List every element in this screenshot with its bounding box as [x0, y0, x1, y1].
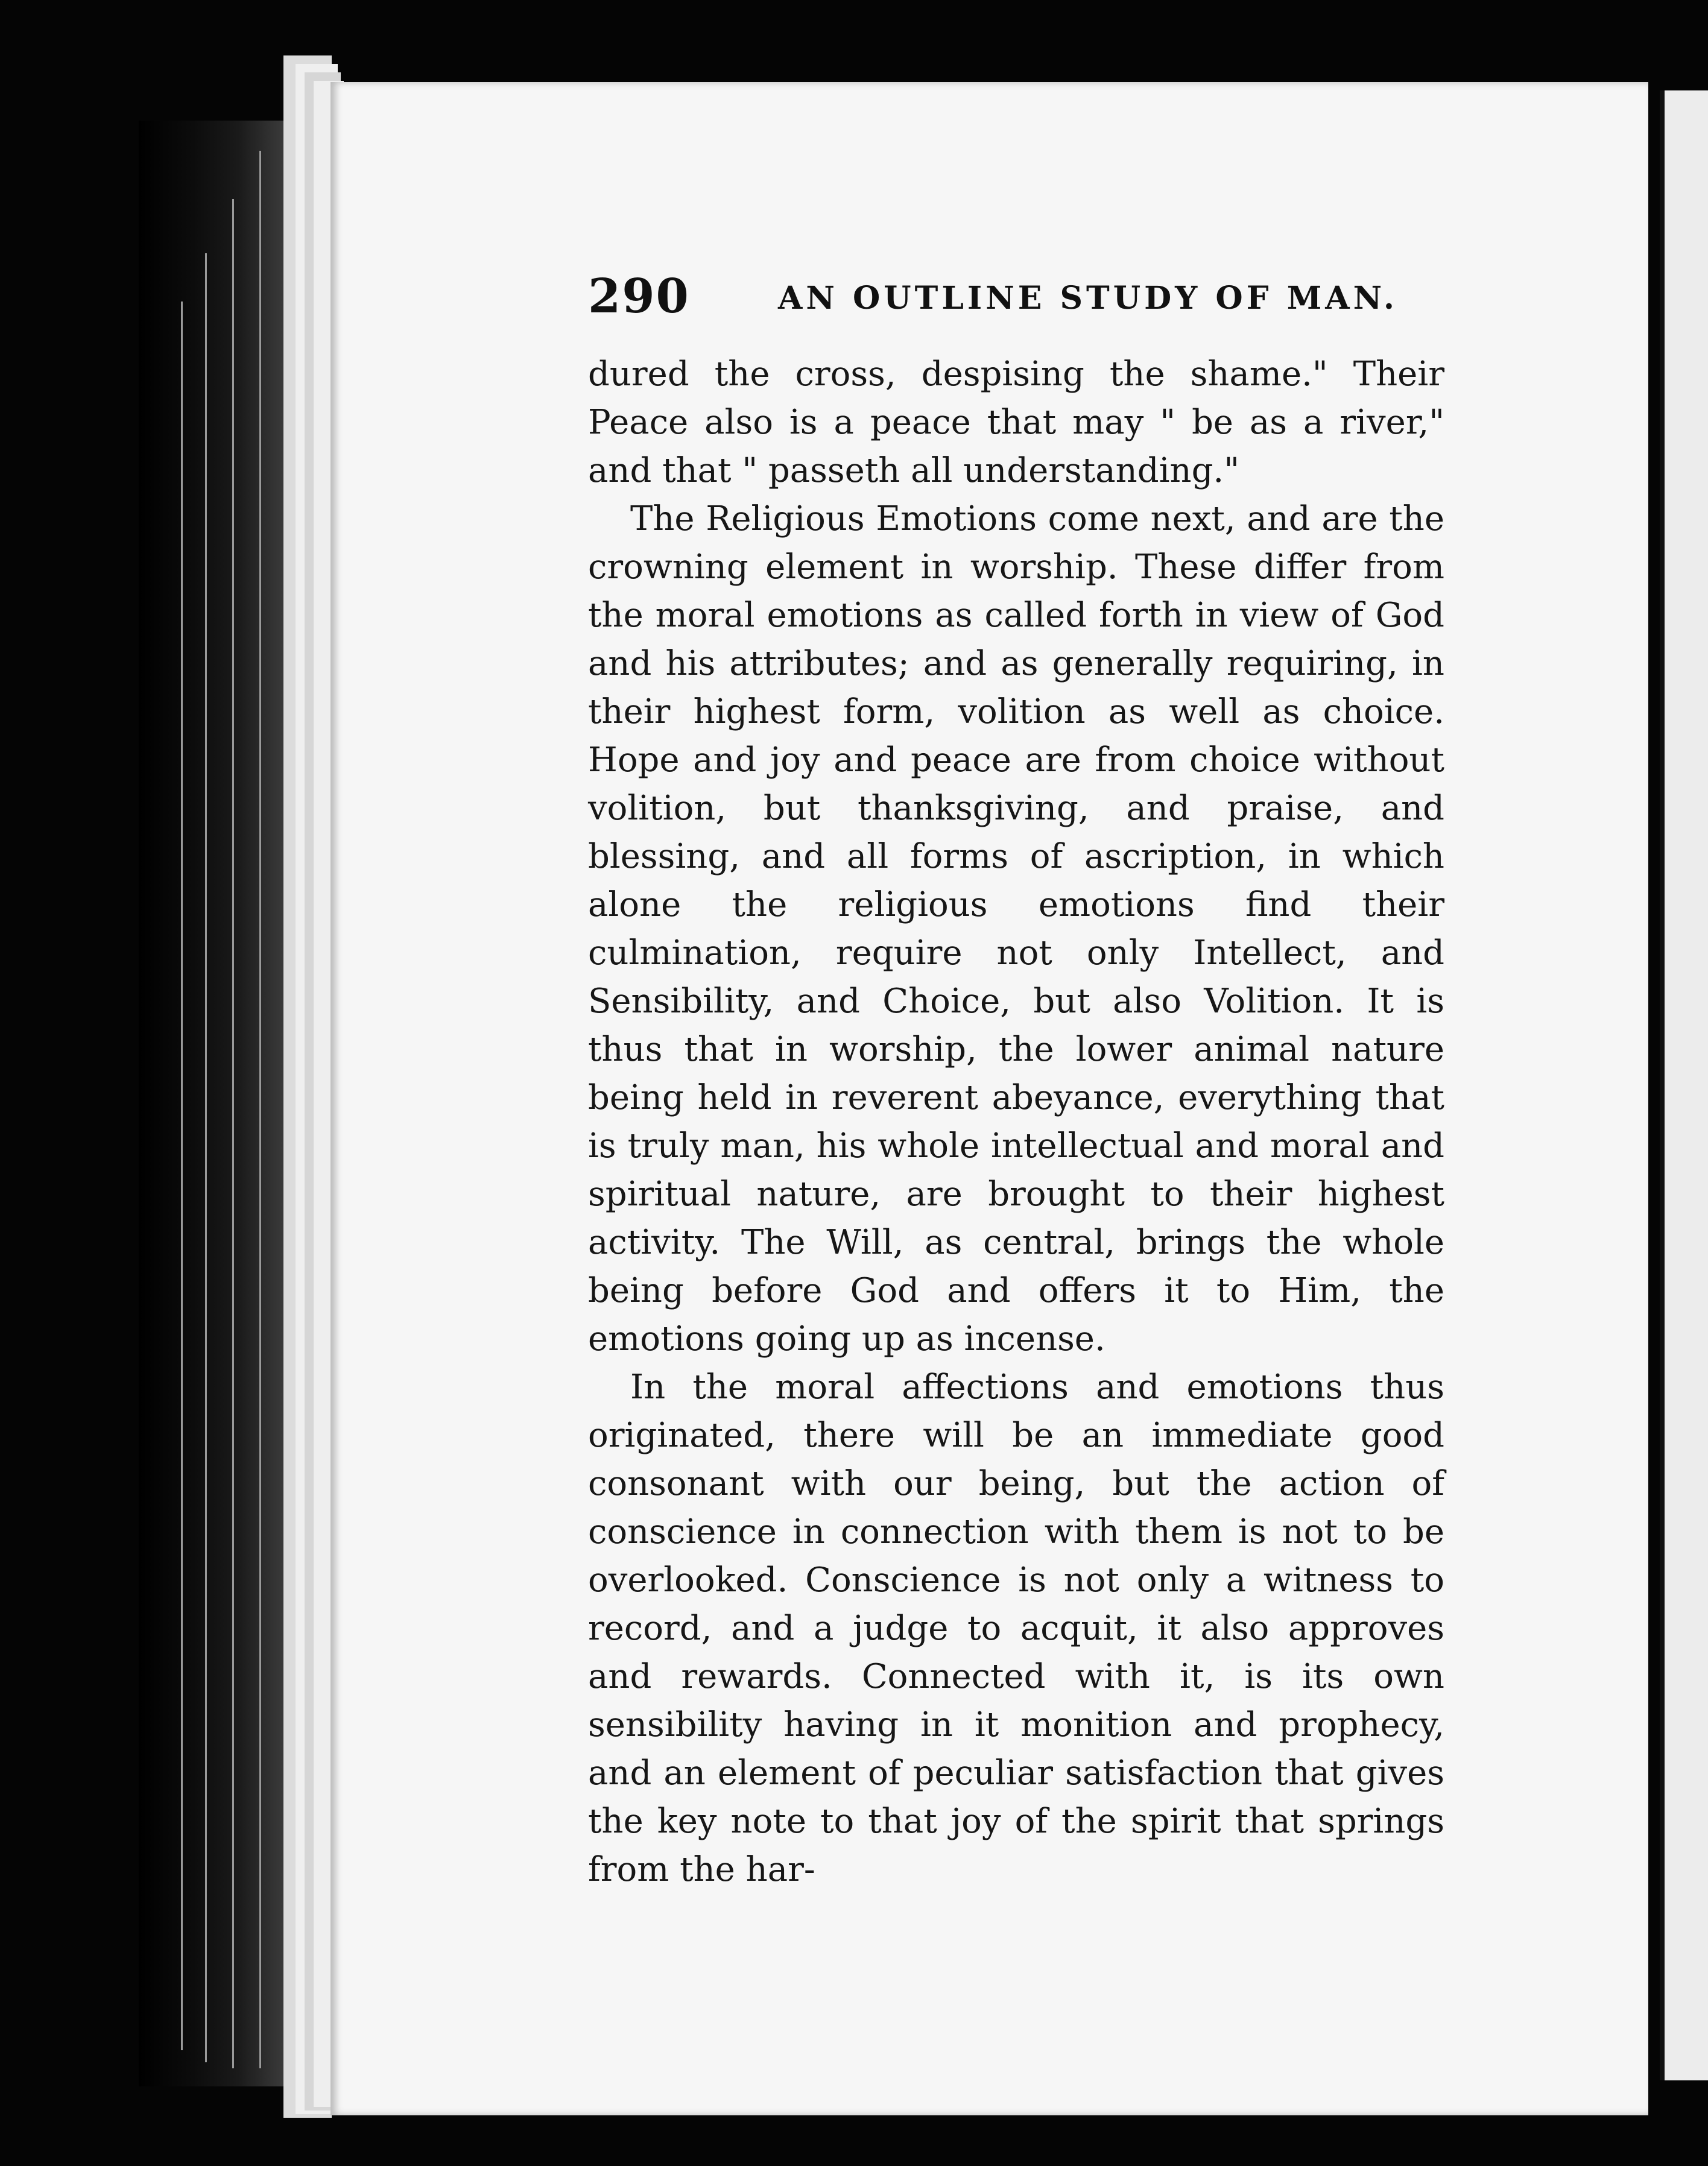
- edge-stripe: [232, 199, 234, 2068]
- edge-stripe: [259, 151, 261, 2068]
- paragraph: The Religious Emotions come next, and are the crowning element in worship. These differ from the moral emotions as called forth in view of God and his attributes; and as generally requiring, in their highest form, volition as well as choice. Hope and joy and peace are from choice without volition, but thanksgiving, and praise, and blessing, and all forms of ascription, in which alone the religious emotions find their culmination, require not only Intellect, and Sensibility, and Choice, but also Volition. It is thus that in worship, the lower animal nature being held in reverent abeyance, everything that is truly man, his whole intellectual and moral and spiritual nature, are brought to their highest activity. The Will, as central, brings the whole being before God and offers it to Him, the emotions going up as incense.: [588, 499, 1444, 1359]
- edge-stripe: [181, 302, 183, 2050]
- book-page: [331, 82, 1648, 2115]
- edge-stripe: [205, 253, 207, 2062]
- page-header: [588, 269, 1432, 341]
- paragraph: In the moral affections and emotions thus originated, there will be an immediate good consonant with our being, but the action of conscience in connection with them is not to be overlooked. Conscience is not only a witness to record, and a judge to acquit, it also approves and rewards. Connected with it, is its own sensibility having in it monition and prophecy, and an element of peculiar satisfaction that gives the key note to that joy of the spirit that springs from the har-: [588, 1368, 1444, 1889]
- page-number: 290: [588, 269, 690, 324]
- page-body-text: [588, 350, 1444, 1894]
- paragraph: dured the cross, despising the shame." Their Peace also is a peace that may " be as a river," and that " passeth all understanding.": [588, 355, 1444, 490]
- facing-page-edge: [1660, 90, 1708, 2080]
- running-title: AN OUTLINE STUDY OF MAN.: [778, 280, 1398, 317]
